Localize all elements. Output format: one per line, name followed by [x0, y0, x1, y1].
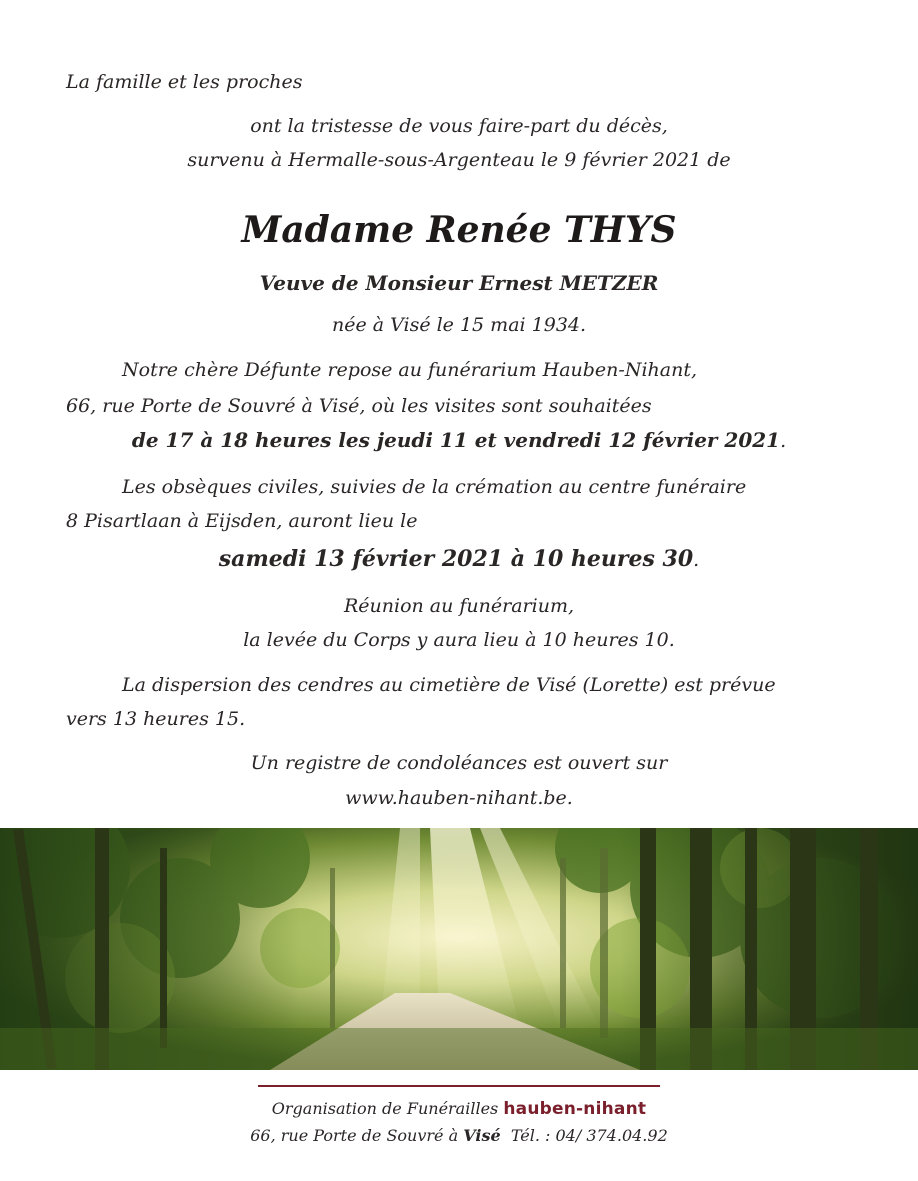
footer-street: 66, rue Porte de Souvré à [250, 1126, 459, 1145]
announce-line-1: ont la tristesse de vous faire-part du décès, [250, 115, 668, 137]
funeral-date-line [0, 547, 918, 572]
visits-period: . [780, 430, 787, 452]
visits-line [0, 428, 918, 453]
announce-line-2: survenu à Hermalle-sous-Argenteau le 9 février 2021 de [187, 149, 731, 171]
ashes-line-1: La dispersion des cendres au cimetière de Visé (Lorette) est prévue [122, 674, 776, 696]
birth-info: née à Visé le 15 mai 1934. [331, 314, 587, 336]
intro-text: La famille et les proches [66, 71, 303, 93]
register-url: www.hauben-nihant.be. [345, 787, 573, 809]
funeral-line-1: Les obsèques civiles, suivies de la crémation au centre funéraire [122, 476, 747, 498]
forest-illustration [0, 828, 918, 1070]
footer-address [0, 1125, 918, 1147]
register-line-1: Un registre de condoléances est ouvert sur [250, 752, 668, 774]
funeral-line-2: 8 Pisartlaan à Eijsden, auront lieu le [66, 510, 418, 532]
brand-logo-text: hauben-nihant [503, 1099, 647, 1119]
ashes-line-2: vers 13 heures 15. [66, 708, 246, 730]
footer-divider [258, 1085, 660, 1087]
rest-line-2: 66, rue Porte de Souvré à Visé, où les visites sont souhaitées [66, 395, 652, 417]
footer-city: Visé [463, 1126, 501, 1145]
widow-of: Veuve de Monsieur Ernest METZER [259, 271, 659, 295]
footer-org-label: Organisation de Funérailles [271, 1099, 499, 1118]
visits-hours: de 17 à 18 heures les jeudi 11 et vendredi 12 février 2021 [131, 428, 781, 452]
footer-phone: Tél. : 04/ 374.04.92 [510, 1126, 668, 1145]
deceased-name: Madame Renée THYS [241, 209, 677, 251]
footer-organisation [0, 1098, 918, 1120]
rest-line-1: Notre chère Défunte repose au funérarium Hauben-Nihant, [122, 359, 698, 381]
meeting-line-1: Réunion au funérarium, [343, 595, 575, 617]
meeting-line-2: la levée du Corps y aura lieu à 10 heures 10. [243, 629, 675, 651]
funeral-date-period: . [693, 549, 700, 571]
forest-path-photo [0, 828, 918, 1070]
funeral-date: samedi 13 février 2021 à 10 heures 30 [218, 546, 694, 572]
